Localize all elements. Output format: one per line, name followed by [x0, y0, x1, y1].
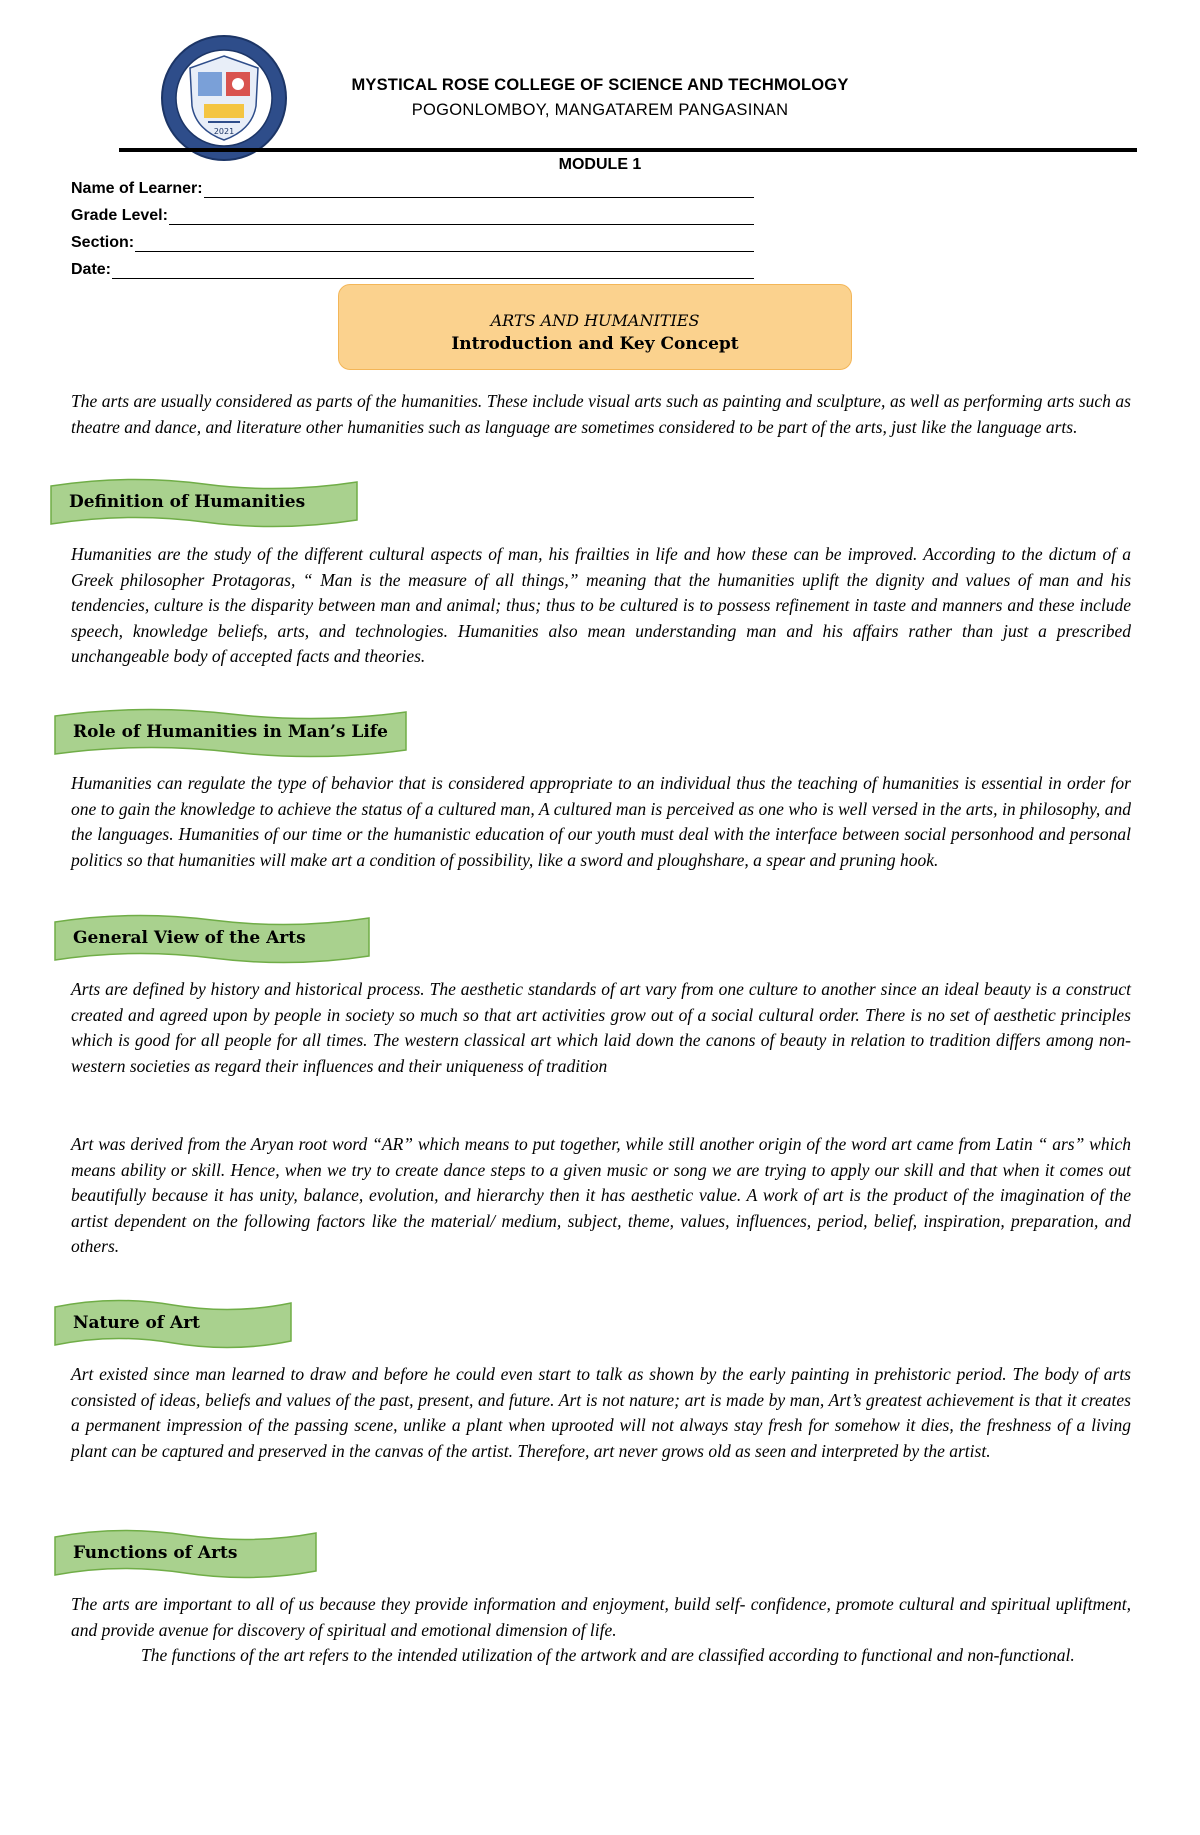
banner-definition-of-humanities [49, 476, 359, 528]
heading-functions-of-arts: Functions of Arts [73, 1543, 238, 1563]
name-of-learner-label: Name of Learner: [71, 180, 203, 197]
definition-paragraph: Humanities are the study of the different cultural aspects of man, his frailties in life and how these can be improved. According to the dictum of a Greek philosopher Protagoras, “ Man is the measure of all things,” meaning that the humanities uplift the dignity and values of man and his tendencies, culture is the disparity between man and animal; thus; thus to be cultured is to possess refinement in taste and manners and these include speech, knowledge beliefs, arts, and technologies. Humanities also mean understanding man and his affairs rather than just a prescribed unchangeable body of accepted facts and theories. [71, 544, 1131, 667]
grade-level-field[interactable] [71, 207, 754, 225]
heading-general-view-of-arts: General View of the Arts [73, 928, 306, 948]
banner-general-view-of-arts [53, 912, 371, 964]
role-paragraph: Humanities can regulate the type of behavior that is considered appropriate to an individual thus the teaching of humanities is essential in order for one to gain the knowledge to achieve the status of a cultured man, A cultured man is perceived as one who is well versed in the arts, in philosophy, and the languages. Humanities of our time or the humanistic education of our youth must deal with the interface between social personhood and personal politics so that humanities will make art a condition of possibility, like a sword and ploughshare, a spear and pruning hook. [71, 773, 1131, 870]
functions-paragraph-1: The arts are important to all of us because they provide information and enjoyment, build self- confidence, promote cultural and spiritual upliftment, and provide avenue for discovery of spiritual and emotional dimension of life. [71, 1594, 1131, 1640]
school-address: POGONLOMBOY, MANGATAREM PANGASINAN [411, 101, 789, 119]
banner-nature-of-art [53, 1297, 293, 1349]
heading-definition-of-humanities: Definition of Humanities [69, 492, 306, 512]
grade-level-line[interactable] [169, 210, 754, 225]
name-of-learner-line[interactable] [204, 183, 754, 198]
nature-paragraph: Art existed since man learned to draw and before he could even start to talk as shown by the early painting in prehistoric period. The body of arts consisted of ideas, beliefs and values of the past, present, and future. Art is not nature; art is made by man, Art’s greatest achievement is that it creates a permanent impression of the passing scene, unlike a plant when uprooted will not always stay fresh for somehow it dies, the freshness of a living plant can be captured and preserved in the canvas of the artist. Therefore, art never grows old as seen and interpreted by the artist. [71, 1364, 1131, 1461]
title-box [338, 284, 852, 370]
date-label: Date: [71, 261, 112, 278]
section-label: Section: [71, 234, 135, 251]
heading-role-of-humanities: Role of Humanities in Man’s Life [73, 722, 388, 742]
functions-paragraph [71, 1592, 1131, 1669]
functions-paragraph-2: The functions of the art refers to the intended utilization of the artwork and are classified according to functional and non-functional. [141, 1645, 1075, 1666]
banner-role-of-humanities [53, 706, 408, 758]
general-view-paragraph-2: Art was derived from the Aryan root word “AR” which means to put together, while still another origin of the word art came from Latin “ ars” which means ability or skill. Hence, when we try to create dance steps to a given music or song we are trying to apply our skill and that when it comes out beautifully because it has unity, balance, evolution, and hierarchy then it has aesthetic value. A work of art is the product of the imagination of the artist dependent on the following factors like the material/ medium, subject, theme, values, influences, period, belief, inspiration, preparation, and others. [71, 1134, 1131, 1257]
name-of-learner-field[interactable] [71, 180, 754, 198]
section-field[interactable] [71, 234, 754, 252]
section-line[interactable] [135, 237, 754, 252]
header-divider [119, 148, 1137, 152]
heading-nature-of-art: Nature of Art [73, 1313, 201, 1333]
subject-title: ARTS AND HUMANITIES [490, 311, 700, 330]
date-field[interactable] [71, 261, 754, 279]
general-view-paragraph-1: Arts are defined by history and historical process. The aesthetic standards of art vary from one culture to another since an ideal beauty is a construct created and agreed upon by people in society so much so that art activities grow out of a social cultural order. There is no set of aesthetic principles which is good for all people for all times. The western classical art which laid down the canons of beauty in relation to tradition differs among non-western societies as regard their influences and their uniqueness of tradition [71, 979, 1131, 1076]
logo-year-text: 2021 [213, 127, 235, 136]
grade-level-label: Grade Level: [71, 207, 168, 224]
date-line[interactable] [112, 264, 754, 279]
school-logo [160, 34, 288, 162]
topic-title: Introduction and Key Concept [451, 334, 739, 354]
intro-paragraph: The arts are usually considered as parts of the humanities. These include visual arts such as painting and sculpture, as well as performing arts such as theatre and dance, and literature other humanities such as language are sometimes considered to be part of the arts, just like the language arts. [71, 391, 1131, 437]
module-title: MODULE 1 [558, 156, 642, 173]
banner-functions-of-arts [53, 1527, 318, 1579]
school-name: MYSTICAL ROSE COLLEGE OF SCIENCE AND TECHMOLOGY [351, 76, 849, 94]
